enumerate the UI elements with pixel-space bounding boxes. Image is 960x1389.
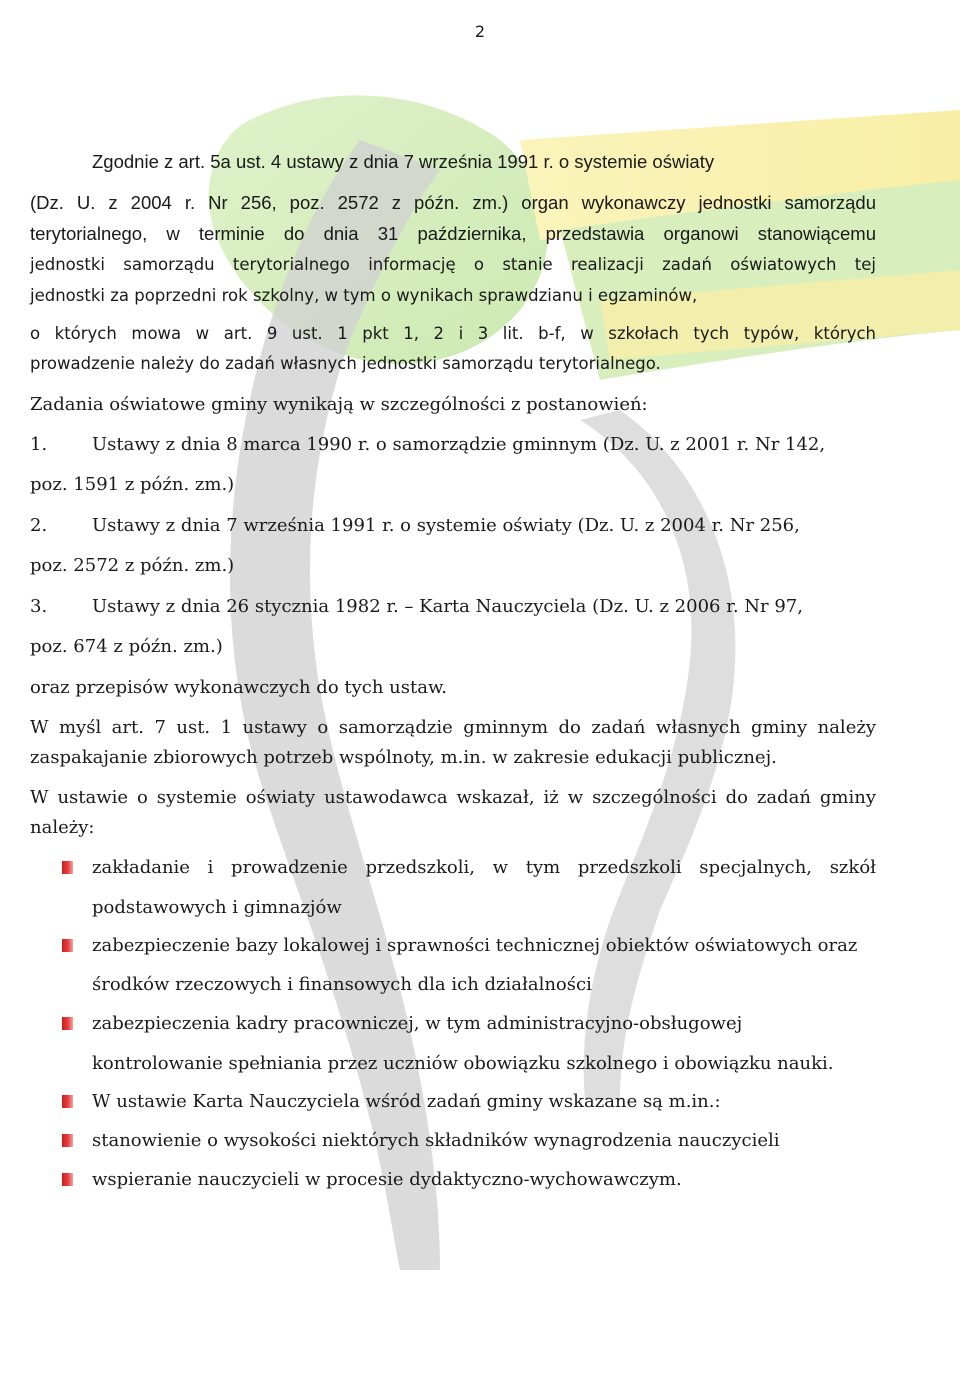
law-cont-2: poz. 2572 z późn. zm.) bbox=[30, 555, 235, 576]
bullet-2-line-2: środków rzeczowych i finansowych dla ich działalności bbox=[92, 974, 592, 995]
bullet-7: wspieranie nauczycieli w procesie dydaktyczno-wychowawczym. bbox=[92, 1169, 682, 1190]
intro-line-3: terytorialnego, w terminie do dnia 31 października, przedstawia organowi stanowiącemu bbox=[30, 223, 876, 244]
art7-line-1: W myśl art. 7 ust. 1 ustawy o samorządzie gminnym do zadań własnych gminy należy bbox=[30, 717, 876, 738]
red-bullet-icon bbox=[62, 1134, 73, 1147]
law-number-2: 2. bbox=[30, 515, 48, 536]
intro-line-2: (Dz. U. z 2004 r. Nr 256, poz. 2572 z późn. zm.) organ wykonawczy jednostki samorządu bbox=[30, 192, 876, 213]
red-bullet-icon bbox=[62, 1017, 73, 1030]
law-text-3: Ustawy z dnia 26 stycznia 1982 r. – Karta Nauczyciela (Dz. U. z 2006 r. Nr 97, bbox=[92, 596, 803, 617]
intro-line-5: jednostki za poprzedni rok szkolny, w tym o wynikach sprawdzianu i egzaminów, bbox=[30, 286, 698, 305]
regulations-line: oraz przepisów wykonawczych do tych ustaw. bbox=[30, 677, 447, 698]
red-bullet-icon bbox=[62, 939, 73, 952]
bullet-3: zabezpieczenia kadry pracowniczej, w tym administracyjno-obsługowej bbox=[92, 1013, 743, 1034]
law-cont-3: poz. 674 z późn. zm.) bbox=[30, 636, 223, 657]
intro-line-4: jednostki samorządu terytorialnego informację o stanie realizacji zadań oświatowych tej bbox=[30, 255, 876, 274]
red-bullet-icon bbox=[62, 1095, 73, 1108]
para2-line-2: prowadzenie należy do zadań własnych jednostki samorządu terytorialnego. bbox=[30, 354, 661, 373]
law-number-3: 3. bbox=[30, 596, 48, 617]
bullet-1-line-2: podstawowych i gimnazjów bbox=[92, 897, 342, 918]
law-cont-1: poz. 1591 z późn. zm.) bbox=[30, 474, 235, 495]
art7-line-2: zaspakajanie zbiorowych potrzeb wspólnoty, m.in. w zakresie edukacji publicznej. bbox=[30, 747, 777, 768]
law-text-2: Ustawy z dnia 7 września 1991 r. o systemie oświaty (Dz. U. z 2004 r. Nr 256, bbox=[92, 515, 800, 536]
red-bullet-icon bbox=[62, 861, 73, 874]
ustawa-line-1: W ustawie o systemie oświaty ustawodawca wskazał, iż w szczególności do zadań gminy bbox=[30, 787, 876, 808]
para2-line-1: o których mowa w art. 9 ust. 1 pkt 1, 2 i 3 lit. b-f, w szkołach tych typów, których bbox=[30, 324, 876, 343]
law-number-1: 1. bbox=[30, 434, 48, 455]
bullet-6: stanowienie o wysokości niektórych składników wynagrodzenia nauczycieli bbox=[92, 1130, 780, 1151]
tasks-heading: Zadania oświatowe gminy wynikają w szczególności z postanowień: bbox=[30, 394, 648, 415]
red-bullet-icon bbox=[62, 1173, 73, 1186]
bullet-2-line-1: zabezpieczenie bazy lokalowej i sprawności technicznej obiektów oświatowych oraz bbox=[92, 935, 858, 956]
bullet-5: W ustawie Karta Nauczyciela wśród zadań gminy wskazane są m.in.: bbox=[92, 1091, 721, 1112]
intro-line-1: Zgodnie z art. 5a ust. 4 ustawy z dnia 7 września 1991 r. o systemie oświaty bbox=[92, 151, 715, 172]
ustawa-line-2: należy: bbox=[30, 817, 95, 838]
page-number: 2 bbox=[474, 22, 486, 41]
law-text-1: Ustawy z dnia 8 marca 1990 r. o samorządzie gminnym (Dz. U. z 2001 r. Nr 142, bbox=[92, 434, 826, 455]
bullet-1-line-1: zakładanie i prowadzenie przedszkoli, w tym przedszkoli specjalnych, szkół bbox=[92, 857, 876, 878]
bullet-4: kontrolowanie spełniania przez uczniów obowiązku szkolnego i obowiązku nauki. bbox=[92, 1053, 834, 1074]
